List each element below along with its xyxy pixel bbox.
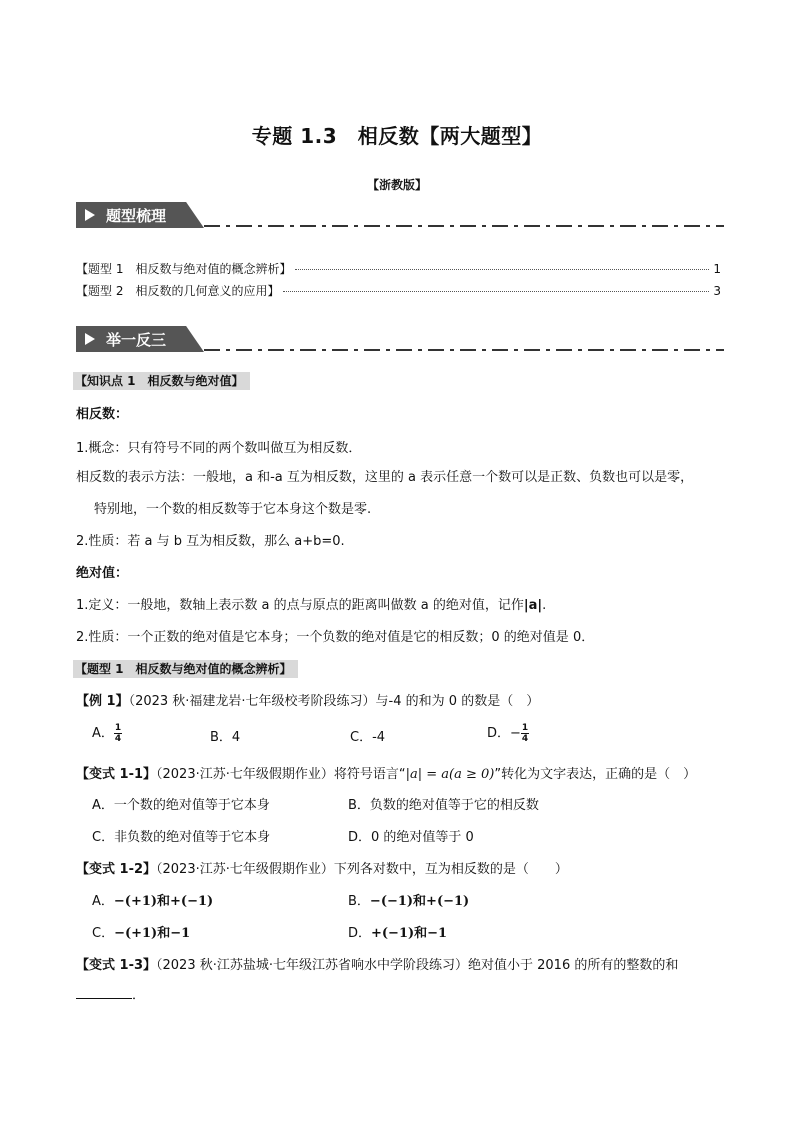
opposite-heading: 相反数：: [76, 407, 129, 422]
option-letter: A．: [92, 726, 114, 741]
opposite-representation-cont: 特别地，一个数的相反数等于它本身这个数是零.: [94, 502, 372, 517]
variant-1-1-label: 【变式 1-1】: [76, 767, 157, 782]
toc-item[interactable]: [76, 282, 721, 299]
ex1-option-a[interactable]: [92, 722, 122, 744]
variant-1-1-question: [76, 763, 696, 782]
toc-item-page: 3: [713, 284, 721, 298]
toc-item-label: 【题型 2 相反数的几何意义的应用】: [76, 284, 280, 298]
v11-option-b[interactable]: B．负数的绝对值等于它的相反数: [348, 798, 539, 813]
toc-item-page: 1: [713, 262, 721, 276]
absolute-heading: 绝对值：: [76, 566, 129, 581]
play-icon: [85, 333, 95, 345]
question-text: （2023·江苏·七年级假期作业）将符号语言“: [156, 767, 406, 782]
section-banner-types: [76, 202, 726, 232]
toc-leader-dots: [283, 291, 709, 292]
variant-1-2-question: [76, 858, 568, 877]
answer-blank[interactable]: [76, 998, 132, 999]
toc-leader-dots: [295, 269, 709, 270]
math-expression: −(+1)和−1: [114, 926, 191, 941]
v11-option-a[interactable]: A．一个数的绝对值等于它本身: [92, 798, 270, 813]
option-letter: A．: [92, 894, 114, 909]
fraction: $\frac{1}{4}$: [521, 723, 529, 744]
example-1-question: [76, 690, 539, 709]
toc-item-label: 【题型 1 相反数与绝对值的概念辨析】: [76, 262, 292, 276]
document-title: 专题 1.3 相反数【两大题型】: [251, 124, 543, 148]
v11-option-d[interactable]: D．0 的绝对值等于 0: [348, 830, 474, 845]
fraction: $\frac{1}{4}$: [114, 723, 122, 744]
question-text: （2023 秋·江苏盐城·七年级江苏省响水中学阶段练习）绝对值小于 2016 的所有的整数的和: [156, 958, 679, 973]
math-expression: |a| = a(a ≥ 0): [405, 767, 495, 782]
variant-1-2-label: 【变式 1-2】: [76, 862, 157, 877]
answer-end: ．: [132, 988, 146, 1003]
option-letter: D．−: [487, 726, 521, 741]
banner-dash-line: [204, 202, 726, 232]
ex1-option-b[interactable]: B．4: [210, 730, 241, 745]
math-expression: +(−1)和−1: [371, 926, 448, 941]
option-letter: C．: [92, 926, 115, 941]
abs-def-notation: |a|: [523, 598, 543, 613]
ex1-option-c[interactable]: C．-4: [350, 730, 386, 745]
opposite-concept: 1.概念：只有符号不同的两个数叫做互为相反数．: [76, 441, 362, 456]
v12-option-c[interactable]: [92, 922, 190, 941]
question-text: （2023·江苏·七年级假期作业）下列各对数中，互为相反数的是（ ）: [156, 862, 568, 877]
opposite-representation: 相反数的表示方法：一般地，a 和-a 互为相反数，这里的 a 表示任意一个数可以是正数、负数也可以是零，: [76, 470, 694, 485]
v12-option-a[interactable]: [92, 890, 213, 909]
opposite-property: 2.性质：若 a 与 b 互为相反数，那么 a+b=0.: [76, 534, 345, 549]
v12-option-b[interactable]: [348, 890, 469, 909]
math-expression: −(−1)和+(−1): [369, 894, 470, 909]
option-letter: D．: [348, 926, 372, 941]
answer-line[interactable]: [76, 984, 145, 1003]
edition-label: 【浙教版】: [366, 178, 427, 192]
section-banner-practice: [76, 326, 726, 356]
play-icon: [85, 209, 95, 221]
question-text: ”转化为文字表达，正确的是（ ）: [494, 767, 697, 782]
abs-def-end: .: [542, 598, 547, 613]
example-1-text: （2023 秋·福建龙岩·七年级校考阶段练习）与-4 的和为 0 的数是（ ）: [128, 694, 540, 709]
variant-1-3-label: 【变式 1-3】: [76, 958, 157, 973]
example-1-label: 【例 1】: [76, 694, 129, 709]
abs-def-text: 1.定义：一般地，数轴上表示数 a 的点与原点的距离叫做数 a 的绝对值，记作: [76, 598, 524, 613]
banner-label: 题型梳理: [106, 207, 167, 225]
absolute-property: 2.性质：一个正数的绝对值是它本身；一个负数的绝对值是它的相反数；0 的绝对值是 0．: [76, 630, 595, 645]
absolute-definition: [76, 594, 546, 613]
math-expression: −(+1)和+(−1): [113, 894, 214, 909]
banner-dash-line: [204, 326, 726, 356]
option-letter: B．: [348, 894, 370, 909]
type1-heading: 【题型 1 相反数与绝对值的概念辨析】: [73, 660, 298, 678]
toc-item[interactable]: [76, 260, 721, 277]
ex1-option-d[interactable]: [487, 722, 529, 744]
variant-1-3-question: [76, 954, 678, 973]
v12-option-d[interactable]: [348, 922, 447, 941]
knowledge-point-heading: 【知识点 1 相反数与绝对值】: [73, 372, 250, 390]
banner-label: 举一反三: [106, 331, 167, 349]
v11-option-c[interactable]: C．非负数的绝对值等于它本身: [92, 830, 271, 845]
